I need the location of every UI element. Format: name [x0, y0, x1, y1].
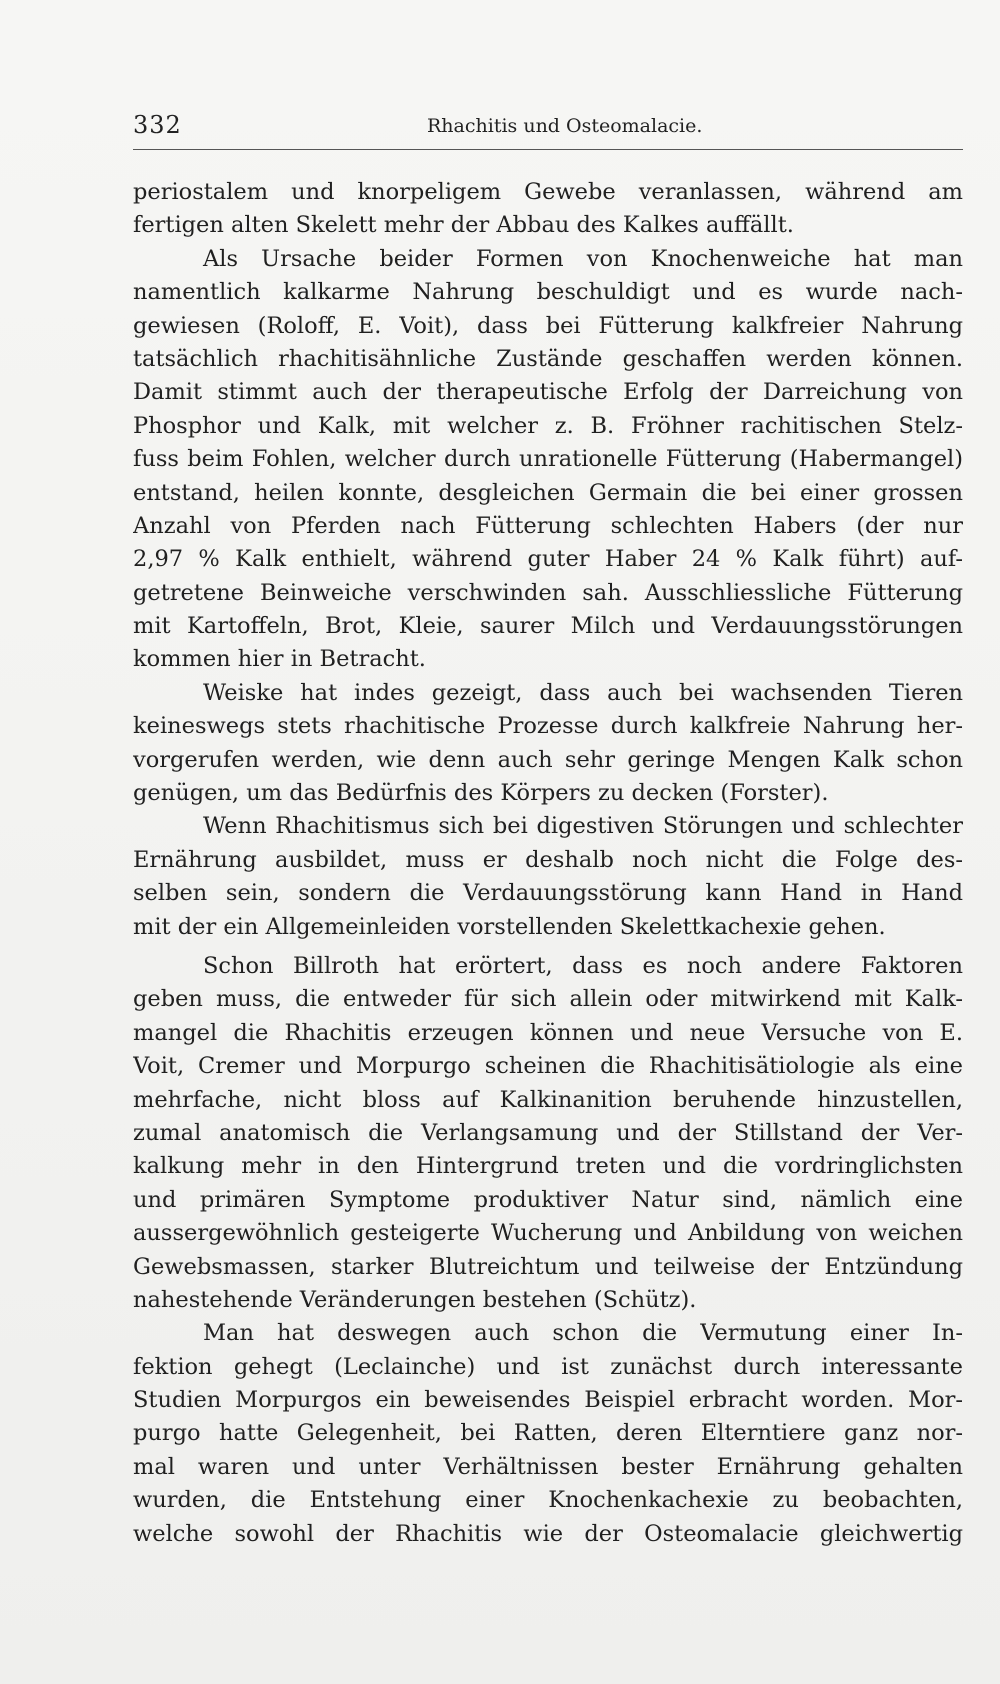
text-line: welche sowohl der Rhachitis wie der Osteomalacie gleichwertig — [133, 1520, 963, 1547]
text-line: purgo hatte Gelegenheit, bei Ratten, deren Elterntiere ganz nor- — [133, 1420, 963, 1447]
text-line: Studien Morpurgos ein beweisendes Beispiel erbracht worden. Mor- — [133, 1387, 963, 1414]
text-line: fertigen alten Skelett mehr der Abbau des Kalkes auffällt. — [133, 212, 794, 239]
text-line: mit der ein Allgemeinleiden vorstellenden Skelettkachexie gehen. — [133, 913, 886, 940]
text-line: periostalem und knorpeligem Gewebe veranlassen, während am — [133, 179, 963, 205]
text-line: Weiske hat indes gezeigt, dass auch bei wachsenden Tieren — [203, 679, 963, 706]
text-line: zumal anatomisch die Verlangsamung und der Stillstand der Ver- — [133, 1119, 963, 1146]
text-line: getretene Beinweiche verschwinden sah. Ausschliessliche Fütterung — [133, 579, 963, 606]
text-line: Phosphor und Kalk, mit welcher z. B. Fröhner rachitischen Stelz- — [133, 412, 963, 439]
text-line: und primären Symptome produktiver Natur sind, nämlich eine — [133, 1186, 963, 1213]
text-line: selben sein, sondern die Verdauungsstörung kann Hand in Hand — [133, 880, 963, 907]
text-line: mangel die Rhachitis erzeugen können und neue Versuche von E. — [133, 1019, 963, 1046]
text-line: mal waren und unter Verhältnissen bester Ernährung gehalten — [133, 1453, 963, 1480]
text-line: keineswegs stets rhachitische Prozesse durch kalkfreie Nahrung her- — [133, 713, 963, 740]
text-line: tatsächlich rhachitisähnliche Zustände geschaffen werden können. — [133, 345, 963, 372]
text-line: kommen hier in Betracht. — [133, 646, 426, 673]
text-line: wurden, die Entstehung einer Knochenkachexie zu beobachten, — [133, 1487, 963, 1514]
text-line: Wenn Rhachitismus sich bei digestiven Störungen und schlechter — [203, 813, 963, 840]
text-line: Man hat deswegen auch schon die Vermutung einer In- — [203, 1320, 963, 1347]
text-line: mehrfache, nicht bloss auf Kalkinanition beruhende hinzustellen, — [133, 1086, 963, 1113]
text-line: fuss beim Fohlen, welcher durch unrationelle Fütterung (Habermangel) — [133, 446, 963, 473]
running-title: Rhachitis und Osteomalacie. — [427, 115, 703, 137]
text-line: entstand, heilen konnte, desgleichen Germain die bei einer grossen — [133, 479, 963, 506]
text-line: Voit, Cremer und Morpurgo scheinen die Rhachitisätiologie als eine — [133, 1053, 963, 1080]
text-line: mit Kartoffeln, Brot, Kleie, saurer Milch und Verdauungsstörungen — [133, 613, 963, 640]
text-line: 2,97 % Kalk enthielt, während guter Haber 24 % Kalk führt) auf- — [133, 546, 963, 573]
text-line: fektion gehegt (Leclainche) und ist zunächst durch interessante — [133, 1353, 963, 1380]
text-line: Schon Billroth hat erörtert, dass es noch andere Faktoren — [203, 952, 963, 979]
text-line: genügen, um das Bedürfnis des Körpers zu decken (Forster). — [133, 780, 829, 807]
header-rule — [133, 149, 963, 150]
page-number: 332 — [133, 111, 182, 139]
text-line: namentlich kalkarme Nahrung beschuldigt und es wurde nach- — [133, 279, 963, 306]
text-line: gewiesen (Roloff, E. Voit), dass bei Fütterung kalkfreier Nahrung — [133, 312, 963, 339]
text-line: Damit stimmt auch der therapeutische Erfolg der Darreichung von — [133, 379, 963, 406]
text-line: geben muss, die entweder für sich allein oder mitwirkend mit Kalk- — [133, 986, 963, 1013]
page-header — [133, 111, 963, 151]
text-line: Als Ursache beider Formen von Knochenweiche hat man — [203, 245, 963, 272]
text-line: Gewebsmassen, starker Blutreichtum und teilweise der Entzündung — [133, 1253, 963, 1280]
text-line: Anzahl von Pferden nach Fütterung schlechten Habers (der nur — [133, 512, 963, 539]
body-text — [133, 176, 963, 1551]
text-line: Ernährung ausbildet, muss er deshalb noch nicht die Folge des- — [133, 846, 963, 873]
text-line: kalkung mehr in den Hintergrund treten und die vordringlichsten — [133, 1153, 963, 1180]
text-line: aussergewöhnlich gesteigerte Wucherung und Anbildung von weichen — [133, 1220, 963, 1247]
text-line: vorgerufen werden, wie denn auch sehr geringe Mengen Kalk schon — [133, 746, 963, 773]
text-line: nahestehende Veränderungen bestehen (Schütz). — [133, 1286, 697, 1313]
